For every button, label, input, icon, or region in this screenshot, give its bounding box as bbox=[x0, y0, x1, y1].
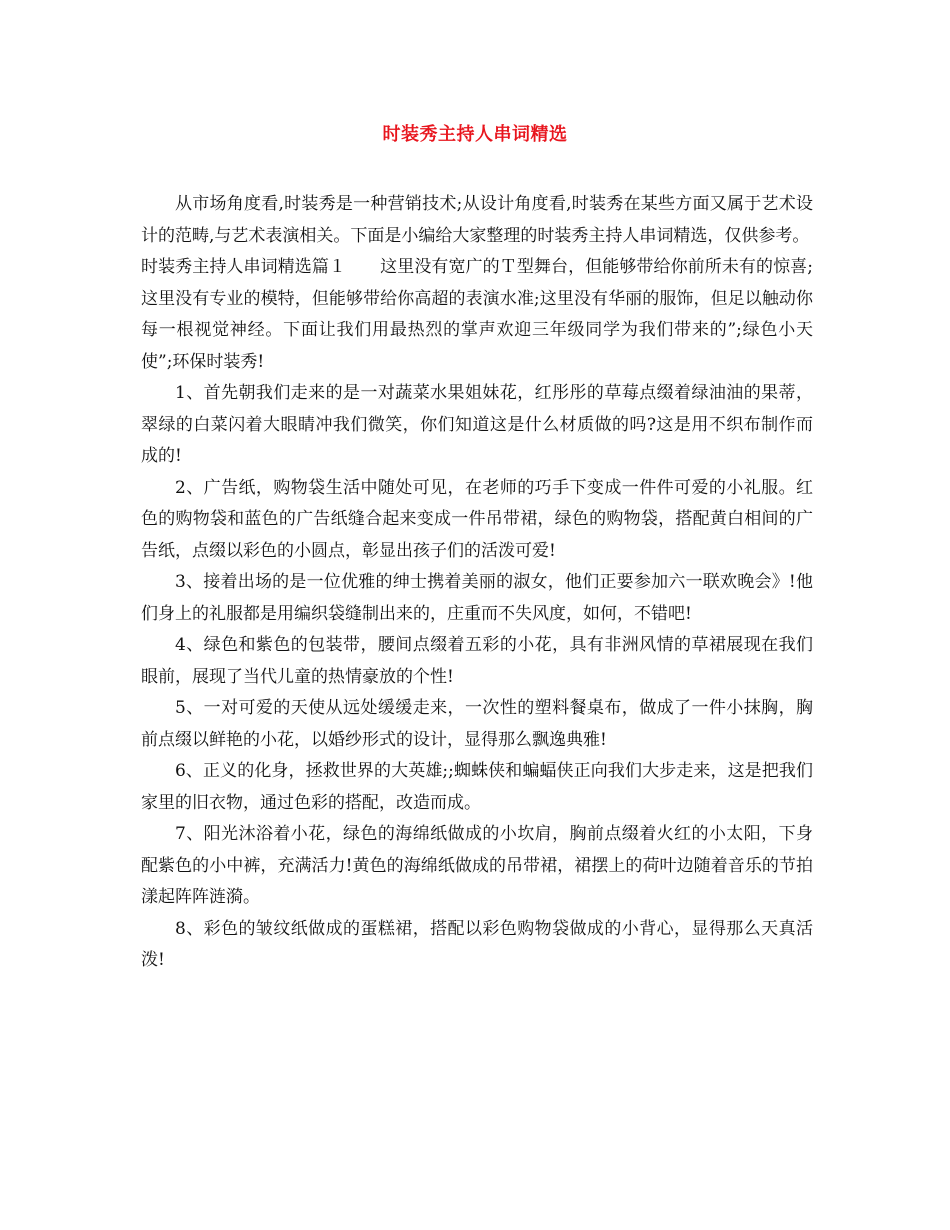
paragraph-item-4: 4、绿色和紫色的包装带，腰间点缀着五彩的小花，具有非洲风情的草裙展现在我们眼前，展现了当代儿童的热情豪放的个性! bbox=[141, 635, 813, 687]
paragraph-item-8: 8、彩色的皱纹纸做成的蛋糕裙，搭配以彩色购物袋做成的小背心，显得那么天真活泼! bbox=[141, 918, 813, 970]
paragraph-item-1: 1、首先朝我们走来的是一对蔬菜水果姐妹花，红彤彤的草莓点缀着绿油油的果蒂，翠绿的白菜闪着大眼睛冲我们微笑，你们知道这是什么材质做的吗?这是用不织布制作而成的! bbox=[141, 383, 813, 466]
paragraph-item-5: 5、一对可爱的天使从远处缓缓走来，一次性的塑料餐桌布，做成了一件小抹胸，胸前点缀以鲜艳的小花，以婚纱形式的设计，显得那么飘逸典雅! bbox=[141, 698, 813, 750]
paragraph-item-6: 6、正义的化身，拯救世界的大英雄;;蜘蛛侠和蝙蝠侠正向我们大步走来，这是把我们家里的旧衣物，通过色彩的搭配，改造而成。 bbox=[141, 761, 813, 813]
paragraph-item-2: 2、广告纸，购物袋生活中随处可见，在老师的巧手下变成一件件可爱的小礼服。红色的购物袋和蓝色的广告纸缝合起来变成一件吊带裙，绿色的购物袋，搭配黄白相间的广告纸，点缀以彩色的小圆点，彰显出孩子们的活泼可爱! bbox=[141, 477, 813, 561]
document-body bbox=[141, 189, 813, 977]
paragraph-intro: 从市场角度看,时装秀是一种营销技术;从设计角度看,时装秀在某些方面又属于艺术设计的范畴,与艺术表演相关。下面是小编给大家整理的时装秀主持人串词精选，仅供参考。 bbox=[141, 194, 813, 246]
paragraph-item-7: 7、阳光沐浴着小花，绿色的海绵纸做成的小坎肩，胸前点缀着火红的小太阳，下身配紫色的小中裤，充满活力!黄色的海绵纸做成的吊带裙，裙摆上的荷叶边随着音乐的节拍漾起阵阵涟漪。 bbox=[141, 824, 813, 907]
paragraph-item-3: 3、接着出场的是一位优雅的绅士携着美丽的淑女，他们正要参加六一联欢晚会》!他们身上的礼服都是用编织袋缝制出来的，庄重而不失风度，如何，不错吧! bbox=[141, 572, 813, 624]
document-title: 时装秀主持人串词精选 bbox=[382, 124, 568, 145]
paragraph-section-1: 时装秀主持人串词精选篇１ 这里没有宽广的Ｔ型舞台，但能够带给你前所未有的惊喜;这里没有专业的模特，但能够带给你高超的表演水准;这里没有华丽的服饰，但足以触动你每一根视觉神经。下面让我们用最热烈的掌声欢迎三年级同学为我们带来的”;绿色小天使”;环保时装秀! bbox=[141, 257, 813, 372]
